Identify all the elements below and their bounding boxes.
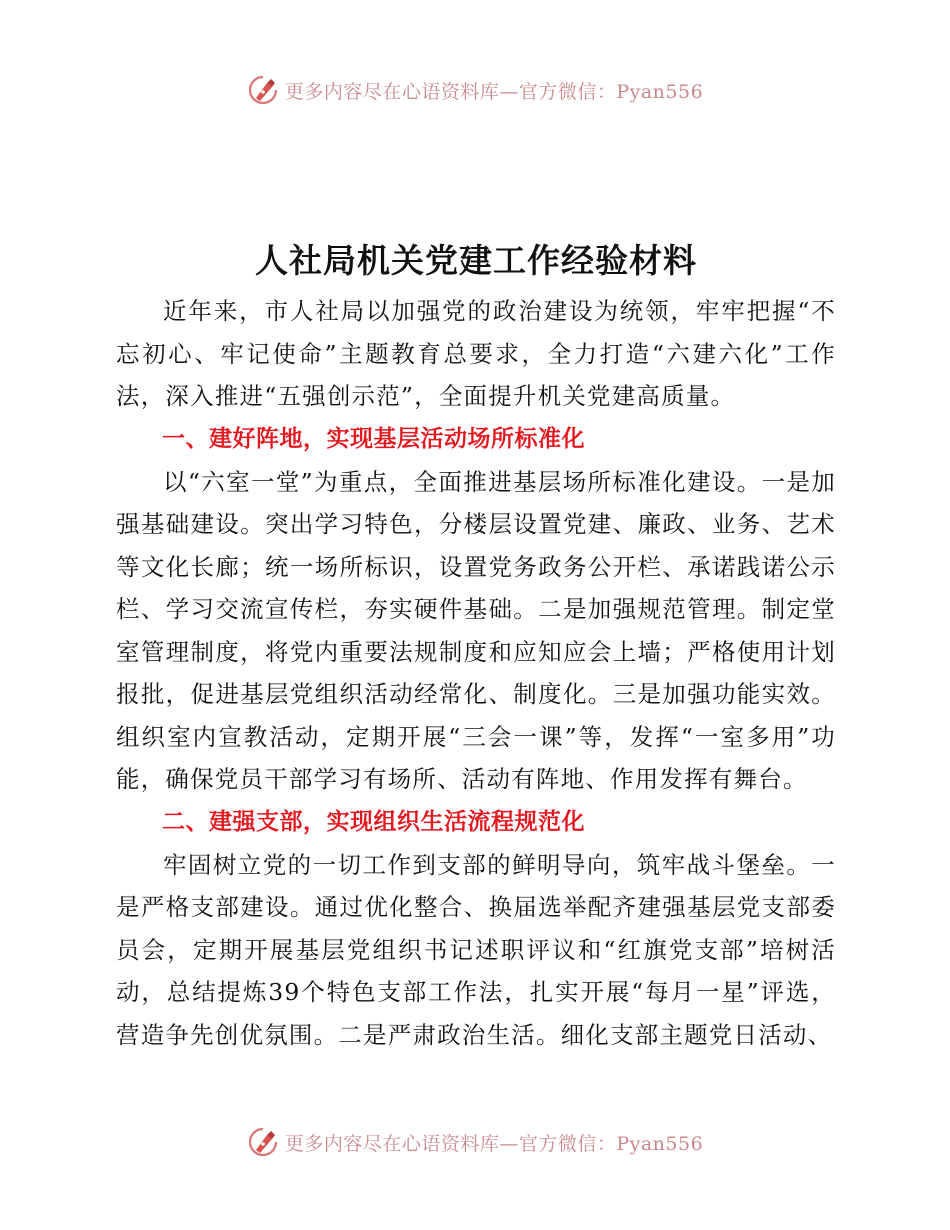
- pen-nib-logo-icon: [247, 1126, 279, 1158]
- header-watermark: [0, 70, 950, 110]
- watermark-text: 更多内容尽在心语资料库—官方微信：Pyan556: [284, 80, 704, 103]
- document-title: 人社局机关党建工作经验材料: [255, 241, 697, 280]
- watermark-text: 更多内容尽在心语资料库—官方微信：Pyan556: [284, 1132, 704, 1155]
- section-body-2: 牢固树立党的一切工作到支部的鲜明导向，筑牢战斗堡垒。一是严格支部建设。通过优化整合、换届选举配齐建强基层党支部委员会，定期开展基层党组织书记述职评议和“红旗党支部”培树活动，总结提炼39个特色支部工作法，扎实开展“每月一星”评选，营造争先创优氛围。二是严肃政治生活。细化支部主题党日活动、: [116, 850, 836, 1049]
- section-body-1: 以“六室一堂”为重点，全面推进基层场所标准化建设。一是加强基础建设。突出学习特色，分楼层设置党建、廉政、业务、艺术等文化长廊；统一场所标识，设置党务政务公开栏、承诺践诺公示栏、学习交流宣传栏，夯实硬件基础。二是加强规范管理。制定堂室管理制度，将党内重要法规制度和应知应会上墙；严格使用计划报批，促进基层党组织活动经常化、制度化。三是加强功能实效。组织室内宣教活动，定期开展“三会一课”等，发挥“一室多用”功能，确保党员干部学习有场所、活动有阵地、作用发挥有舞台。: [116, 467, 836, 793]
- section-heading-1: 一、建好阵地，实现基层活动场所标准化: [162, 425, 585, 452]
- footer-watermark: [0, 1122, 950, 1162]
- section-heading-2: 二、建强支部，实现组织生活流程规范化: [162, 808, 585, 835]
- document-body: [116, 236, 836, 1056]
- pen-nib-logo-icon: [247, 74, 279, 106]
- intro-paragraph: 近年来，市人社局以加强党的政治建设为统领，牢牢把握“不忘初心、牢记使命”主题教育总要求，全力打造“六建六化”工作法，深入推进“五强创示范”，全面提升机关党建高质量。: [116, 297, 836, 410]
